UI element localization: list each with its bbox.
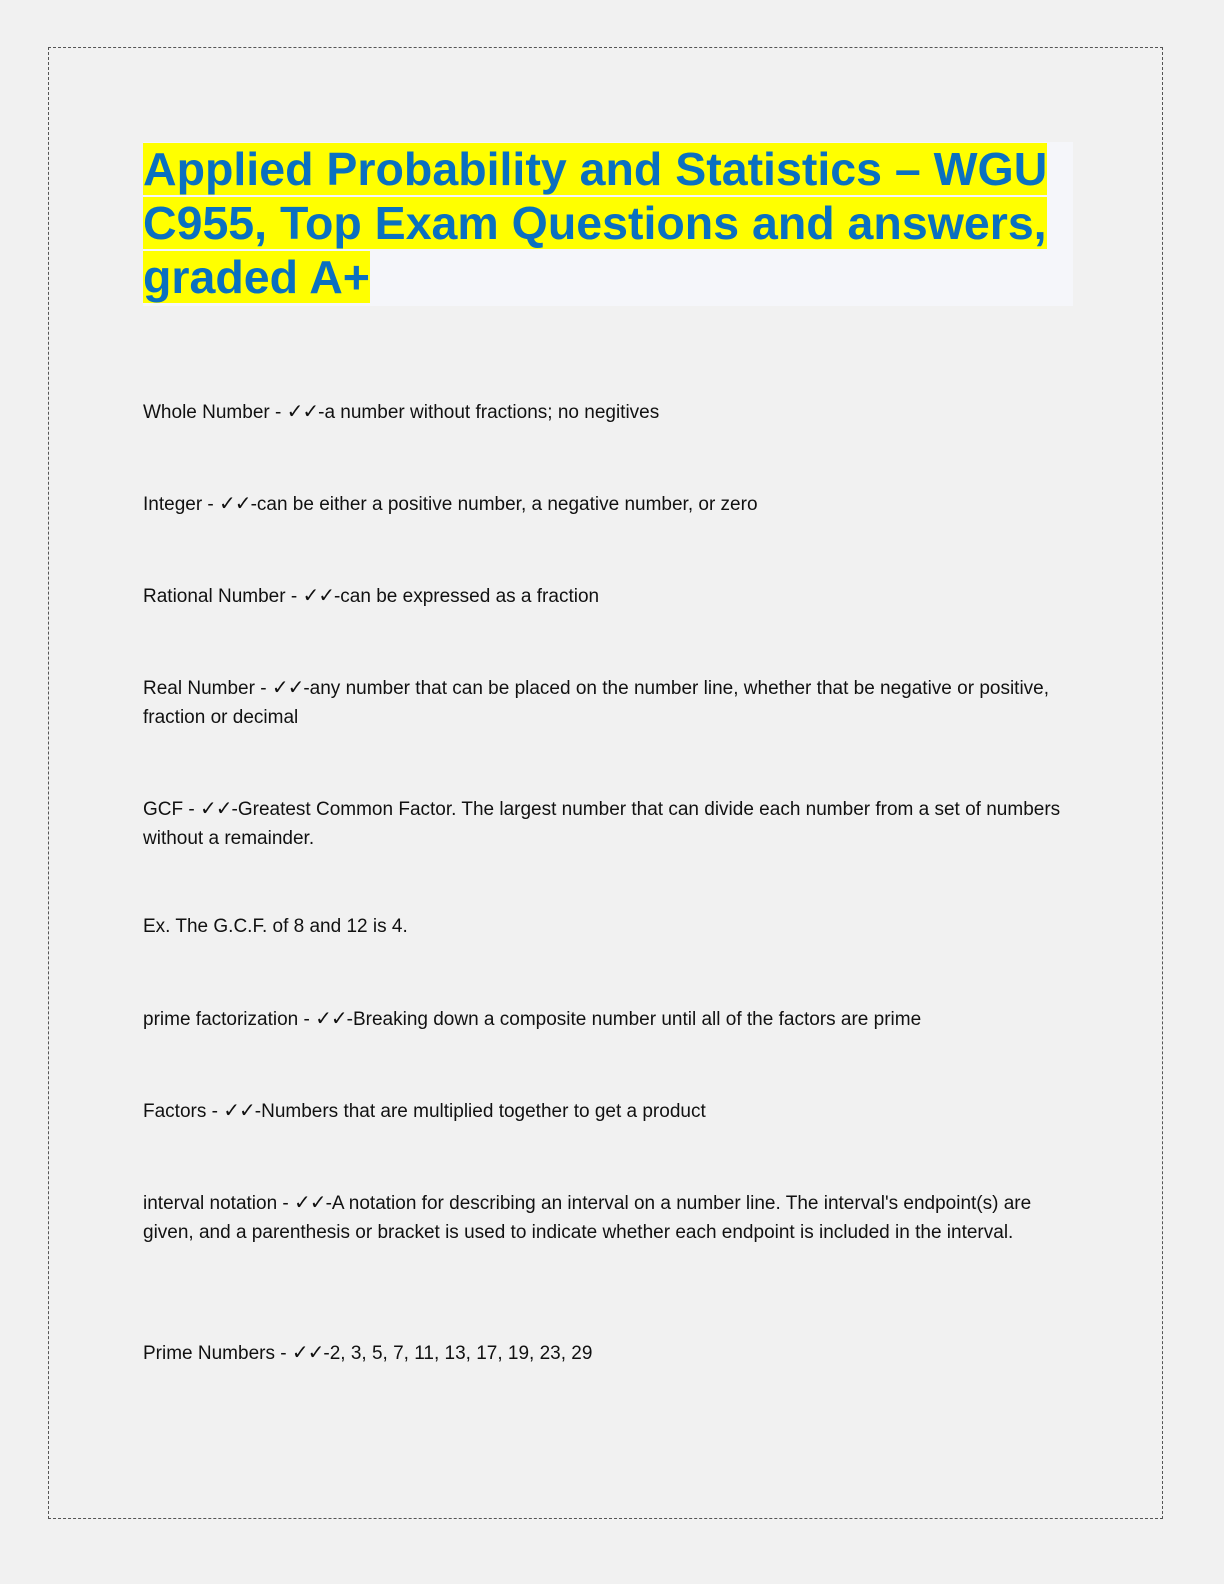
entry-prime-numbers	[143, 1338, 1073, 1368]
entry-separator: -	[183, 799, 200, 820]
double-check-icon: ✓✓	[219, 491, 251, 515]
entry-term: GCF	[143, 799, 184, 820]
entry-term: Prime Numbers	[143, 1343, 275, 1364]
entry-separator: -	[206, 1101, 224, 1122]
entry-gcf	[143, 794, 1073, 853]
entry-term: prime factorization	[143, 1009, 299, 1030]
entry-definition: -can be expressed as a fraction	[333, 586, 600, 607]
entry-term: Factors	[143, 1101, 207, 1122]
entry-separator: -	[274, 1343, 292, 1364]
entry-rational-number	[143, 581, 1073, 611]
double-check-icon: ✓✓	[200, 796, 232, 820]
entry-definition: -any number that can be placed on the number line, whether that be negative or positive, fraction or decimal	[143, 678, 1050, 728]
entry-separator: -	[277, 1193, 295, 1214]
entry-whole-number	[143, 397, 1073, 427]
document-title	[143, 142, 1073, 304]
double-check-icon: ✓✓	[271, 675, 304, 699]
entry-definition: -Numbers that are multiplied together to get a product	[254, 1101, 706, 1122]
entry-term: Real Number	[143, 678, 255, 699]
title-highlight: Applied Probability and Statistics – WGU C955, Top Exam Questions and answers, graded A+	[143, 143, 1048, 303]
double-check-icon: ✓✓	[302, 583, 334, 607]
entry-definition: -a number without fractions; no negitives	[318, 402, 660, 423]
double-check-icon: ✓✓	[315, 1006, 347, 1030]
entry-definition: -2, 3, 5, 7, 11, 13, 17, 19, 23, 29	[323, 1343, 593, 1364]
entry-real-number	[143, 673, 1073, 732]
entry-term: interval notation	[143, 1193, 278, 1214]
double-check-icon: ✓✓	[291, 1340, 324, 1364]
entry-definition: -Greatest Common Factor. The largest number that can divide each number from a set of numbers without a remainder.	[143, 799, 1061, 849]
entry-separator: -	[202, 494, 220, 515]
entry-integer	[143, 489, 1073, 519]
double-check-icon: ✓✓	[223, 1098, 255, 1122]
entry-definition: -can be either a positive number, a negative number, or zero	[250, 494, 758, 515]
entry-term: Integer	[143, 494, 203, 515]
entry-separator: -	[285, 586, 303, 607]
gcf-example: Ex. The G.C.F. of 8 and 12 is 4.	[143, 916, 408, 937]
entry-factors	[143, 1096, 1073, 1126]
double-check-icon: ✓✓	[294, 1190, 326, 1214]
entry-interval-notation	[143, 1188, 1073, 1247]
double-check-icon: ✓✓	[286, 399, 319, 423]
entry-term: Whole Number	[143, 402, 270, 423]
entry-separator: -	[254, 678, 272, 699]
entry-definition: -Breaking down a composite number until all of the factors are prime	[346, 1009, 922, 1030]
entry-separator: -	[298, 1009, 316, 1030]
title-block	[143, 142, 1073, 306]
entry-prime-factorization	[143, 1004, 1073, 1034]
entry-term: Rational Number	[143, 586, 286, 607]
entry-separator: -	[269, 402, 287, 423]
entry-definition: -A notation for describing an interval on a number line. The interval's endpoint(s) are given, and a parenthesis or bracket is used to indicate whether each endpoint is included in the interval.	[143, 1193, 1032, 1243]
